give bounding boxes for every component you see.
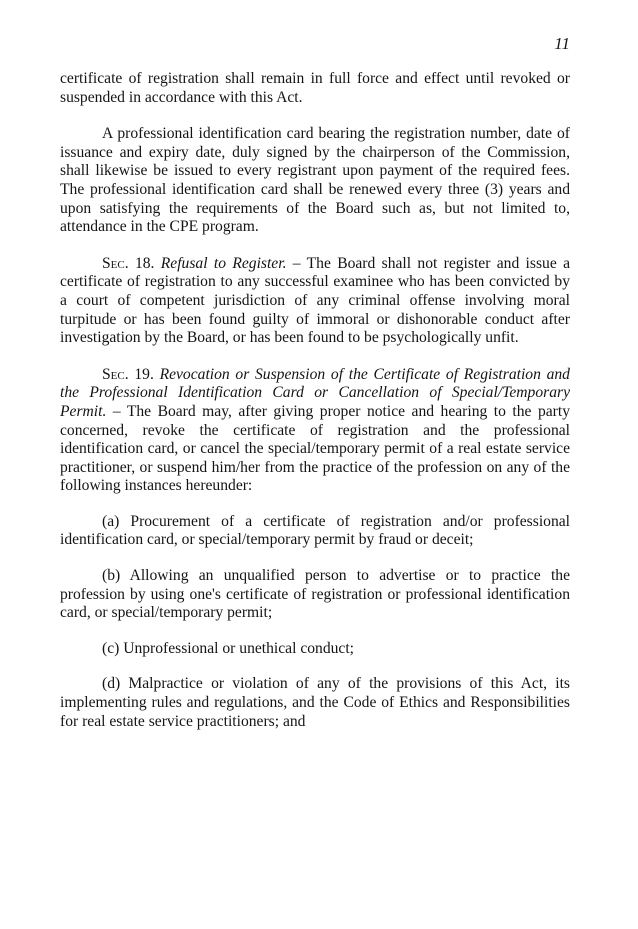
section-18 [60, 255, 570, 348]
list-item: (d) Malpractice or violation of any of the provisions of this Act, its implementing rules and regulations, and the Code of Ethics and Responsibilities for real estate service practitioners; and [60, 675, 570, 730]
section-19-title: Revocation or Suspension of the Certificate of Registration and the Professional Identification Card or Cancellation of Special/Temporary Permit. [60, 365, 570, 420]
paragraph-id-card: A professional identification card bearing the registration number, date of issuance and expiry date, duly signed by the chairperson of the Commission, shall likewise be issued to every registrant upon payment of the required fees. The professional identification card shall be renewed every three (3) years and upon satisfying the requirements of the Board such as, but not limited to, attendance in the CPE program. [60, 125, 570, 236]
section-19 [60, 366, 570, 496]
section-18-label: Sec. 18. [102, 254, 155, 272]
list-item: (b) Allowing an unqualified person to advertise or to practice the profession by using one's certificate of registration or professional identification card, or special/temporary permit; [60, 567, 570, 622]
section-18-title: Refusal to Register. [160, 254, 287, 272]
list-item: (a) Procurement of a certificate of registration and/or professional identification card, or special/temporary permit by fraud or deceit; [60, 512, 570, 549]
page-number: 11 [554, 34, 570, 53]
section-18-text: – The Board shall not register and issue a certificate of registration to any successful examinee who has been convicted by a court of competent jurisdiction of any criminal offense involving moral turpitude or has been found guilty of immoral or dishonorable conduct after investigation by the Board, or has been found to be psychologically unfit. [60, 254, 570, 347]
section-19-label: Sec. 19. [102, 365, 154, 383]
section-19-text: – The Board may, after giving proper notice and hearing to the party concerned, revoke the certificate of registration and the professional identification card, or cancel the special/temporary permit of a real estate service practitioner, or suspend him/her from the practice of the profession on any of the following instances hereunder: [60, 402, 570, 495]
document-body [60, 70, 570, 731]
paragraph-intro: certificate of registration shall remain in full force and effect until revoked or suspended in accordance with this Act. [60, 70, 570, 106]
list-item: (c) Unprofessional or unethical conduct; [102, 639, 355, 657]
